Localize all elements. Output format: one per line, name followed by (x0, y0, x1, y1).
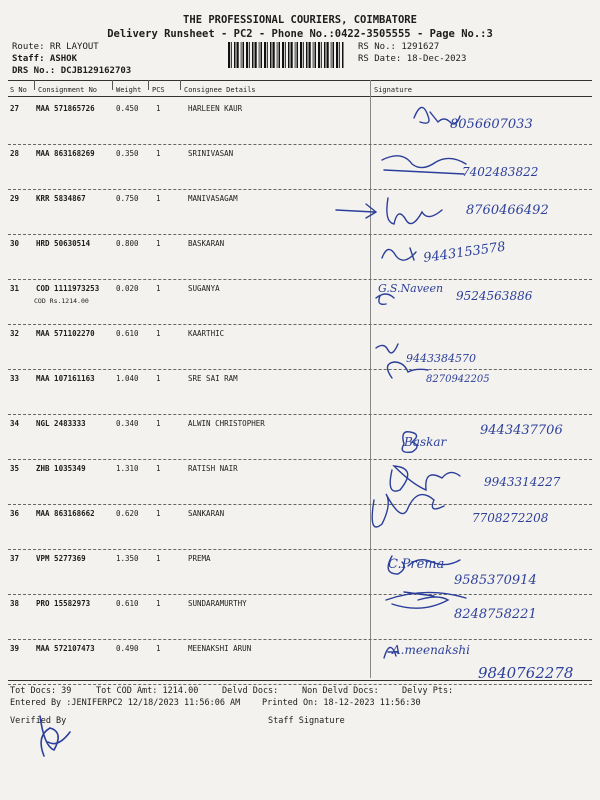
col-weight: Weight (116, 86, 142, 94)
total-cod-amount: Tot COD Amt: 1214.00 (96, 686, 199, 696)
cell-sno: 33 (10, 374, 20, 383)
cell-weight: 0.340 (116, 419, 139, 428)
cell-sno: 39 (10, 644, 20, 653)
signature-stroke-35 (390, 466, 460, 491)
entered-by: Entered By :JENIFERPC2 12/18/2023 11:56:06 AM (10, 698, 241, 708)
rs-number: RS No.: 1291627 (358, 42, 440, 52)
signature-stroke-30 (382, 248, 416, 260)
staff-label: Staff: ASHOK (12, 54, 78, 64)
route-label: Route: RR LAYOUT (12, 42, 99, 52)
total-docs: Tot Docs: 39 (10, 686, 72, 696)
cell-pcs: 1 (156, 509, 161, 518)
cell-weight: 0.620 (116, 509, 139, 518)
hw-name-31: G.S.Naveen (378, 282, 444, 295)
signature-stroke-31 (376, 294, 394, 304)
cell-consignment-no: NGL 2483333 (36, 419, 86, 428)
cell-weight: 0.020 (116, 284, 139, 293)
hw-phone-30: 9443153578 (422, 239, 507, 266)
cell-sno: 28 (10, 149, 20, 158)
hw-phone-37: 9585370914 (454, 573, 537, 588)
hw-phone-29: 8760466492 (466, 203, 549, 218)
hw-phone-31: 9524563886 (456, 289, 533, 303)
hw-phone-36: 7708272208 (472, 511, 549, 525)
col-sno: S No (10, 86, 27, 94)
rs-date: RS Date: 18-Dec-2023 (358, 54, 467, 64)
table-bottom-rule (8, 680, 592, 681)
cell-consignee: BASKARAN (188, 239, 225, 248)
hw-phone-28: 7402483822 (462, 165, 539, 179)
verifier-signature (28, 712, 78, 762)
hw-phone-35: 9943314227 (484, 475, 561, 489)
cell-consignee: SUGANYA (188, 284, 220, 293)
cell-sno: 34 (10, 419, 20, 428)
hw-name-34: Baskar (404, 435, 447, 449)
printed-on: Printed On: 18-12-2023 11:56:30 (262, 698, 421, 708)
signature-stroke-28 (382, 156, 466, 174)
cell-consignment-no: MAA 107161163 (36, 374, 95, 383)
signature-stroke-36 (372, 494, 444, 527)
cell-pcs: 1 (156, 644, 161, 653)
cell-consignee: MANIVASAGAM (188, 194, 238, 203)
cell-consignee: RATISH NAIR (188, 464, 238, 473)
cell-sno: 32 (10, 329, 20, 338)
hw-phone-39: 9840762278 (478, 664, 574, 682)
cell-consignment-no: MAA 863168269 (36, 149, 95, 158)
cell-sno: 38 (10, 599, 20, 608)
cell-consignee: MEENAKSHI ARUN (188, 644, 252, 653)
delivered-docs: Delvd Docs: (222, 686, 279, 696)
cell-consignee: ALWIN CHRISTOPHER (188, 419, 265, 428)
cell-consignment-no: MAA 863168662 (36, 509, 95, 518)
delivery-points: Delvy Pts: (402, 686, 454, 696)
cell-consignment-no: VPM 5277369 (36, 554, 86, 563)
hw-name-37: C.Prema (388, 557, 445, 572)
cell-consignment-no: MAA 571865726 (36, 104, 95, 113)
cell-consignee: SRINIVASAN (188, 149, 234, 158)
cell-consignment-no: MAA 571102270 (36, 329, 95, 338)
cell-weight: 0.610 (116, 599, 139, 608)
cell-consignee: PREMA (188, 554, 211, 563)
hw-phone-34: 9443437706 (480, 423, 563, 438)
cell-weight: 0.750 (116, 194, 139, 203)
cell-weight: 1.350 (116, 554, 139, 563)
signature-stroke-29-arrow (336, 204, 376, 218)
cell-sno: 36 (10, 509, 20, 518)
cell-pcs: 1 (156, 464, 161, 473)
cell-pcs: 1 (156, 419, 161, 428)
cell-consignee: KAARTHIC (188, 329, 225, 338)
cell-consignment-no: KRR 5834867 (36, 194, 86, 203)
cell-consignee: SRE SAI RAM (188, 374, 238, 383)
cell-consignment-no: MAA 572107473 (36, 644, 95, 653)
hw-name-39: A.meenakshi (392, 643, 470, 657)
cell-sno: 37 (10, 554, 20, 563)
non-delivered-docs: Non Delvd Docs: (302, 686, 379, 696)
cell-pcs: 1 (156, 554, 161, 563)
cell-sno: 30 (10, 239, 20, 248)
cell-pcs: 1 (156, 374, 161, 383)
cell-consignment-no: COD 1111973253 (36, 284, 100, 293)
staff-signature-label: Staff Signature (268, 716, 345, 726)
cell-pcs: 1 (156, 329, 161, 338)
hw-phone-33: 8270942205 (426, 374, 490, 385)
cell-consignee: HARLEEN KAUR (188, 104, 243, 113)
cell-sno: 27 (10, 104, 20, 113)
verified-by-label: Verified By (10, 716, 67, 726)
cell-weight: 0.490 (116, 644, 139, 653)
hw-phone-38: 8248758221 (454, 607, 537, 622)
col-consignment: Consignment No (38, 86, 98, 94)
cell-weight: 1.040 (116, 374, 139, 383)
company-title: THE PROFESSIONAL COURIERS, COIMBATORE (183, 14, 417, 26)
cell-weight: 0.450 (116, 104, 139, 113)
cell-weight: 0.610 (116, 329, 139, 338)
cell-weight: 0.350 (116, 149, 139, 158)
cell-consignment-no: PRO 15582973 (36, 599, 91, 608)
signature-stroke-29 (387, 198, 442, 224)
cell-weight: 1.310 (116, 464, 139, 473)
cell-weight: 0.800 (116, 239, 139, 248)
cell-cod-amount: COD Rs.1214.00 (34, 297, 89, 305)
runsheet-title: Delivery Runsheet - PC2 - Phone No.:0422-3505555 - Page No.:3 (107, 28, 493, 40)
cell-sno: 35 (10, 464, 20, 473)
col-pcs: PCS (152, 86, 165, 94)
cell-pcs: 1 (156, 104, 161, 113)
cell-consignment-no: ZHB 1035349 (36, 464, 86, 473)
cell-consignment-no: HRD 50630514 (36, 239, 91, 248)
cell-pcs: 1 (156, 599, 161, 608)
col-consignee: Consignee Details (184, 86, 256, 94)
cell-pcs: 1 (156, 194, 161, 203)
hw-phone-32: 9443384570 (406, 352, 476, 365)
hw-phone-27: 8056607033 (450, 117, 533, 132)
drs-number: DRS No.: DCJB129162703 (12, 66, 132, 76)
col-signature: Signature (374, 86, 412, 94)
cell-consignee: SUNDARAMURTHY (188, 599, 247, 608)
cell-sno: 29 (10, 194, 20, 203)
cell-consignee: SANKARAN (188, 509, 225, 518)
cell-pcs: 1 (156, 149, 161, 158)
cell-sno: 31 (10, 284, 20, 293)
cell-pcs: 1 (156, 239, 161, 248)
signature-stroke-38 (386, 592, 466, 608)
cell-pcs: 1 (156, 284, 161, 293)
